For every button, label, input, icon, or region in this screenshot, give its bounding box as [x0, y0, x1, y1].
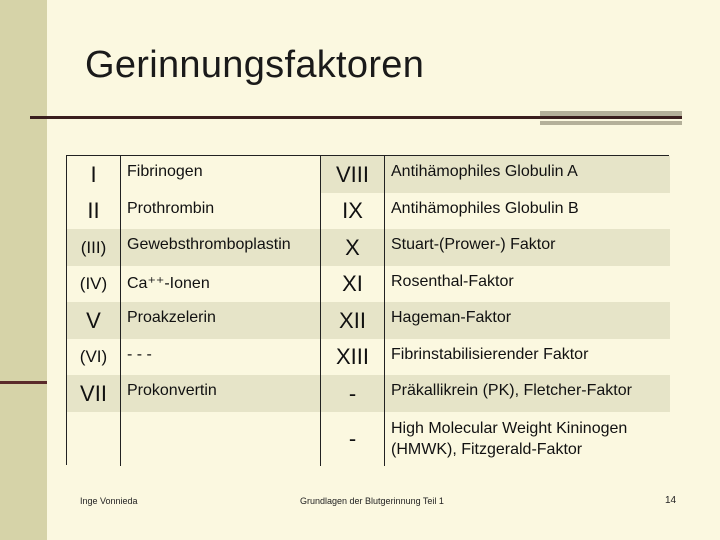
footer-title: Grundlagen der Blutgerinnung Teil 1	[300, 496, 444, 506]
coagulation-factor-table	[66, 155, 669, 465]
title-rule-accent-bottom	[540, 121, 682, 125]
slide-title: Gerinnungsfaktoren	[85, 44, 425, 86]
page-number: 14	[665, 495, 677, 506]
factor-name-cell: Gewebsthromboplastin	[121, 229, 321, 266]
title-underline	[30, 116, 682, 119]
factor-name-cell: Fibrinogen	[121, 156, 321, 193]
factor-number-cell: V	[67, 302, 121, 339]
left-decorative-band	[0, 0, 47, 540]
factor-number-cell: (IV)	[67, 266, 121, 302]
factor-name-cell: Antihämophiles Globulin B	[385, 193, 670, 229]
factor-number-cell: XII	[321, 302, 385, 339]
factor-number-cell: II	[67, 193, 121, 229]
factor-name-cell: Hageman-Faktor	[385, 302, 670, 339]
left-accent-bar	[0, 381, 47, 384]
factor-name-cell	[121, 412, 321, 466]
factor-number-cell: (III)	[67, 229, 121, 266]
factor-number-cell: I	[67, 156, 121, 193]
factor-number-cell: (VI)	[67, 339, 121, 375]
factor-number-cell: -	[321, 375, 385, 412]
factor-number-cell: XI	[321, 266, 385, 302]
factor-name-cell: Stuart-(Prower-) Faktor	[385, 229, 670, 266]
factor-number-cell: -	[321, 412, 385, 466]
factor-name-cell: Antihämophiles Globulin A	[385, 156, 670, 193]
factor-number-cell: XIII	[321, 339, 385, 375]
title-rule-accent-top	[540, 111, 682, 116]
factor-name-cell: Fibrinstabilisierender Faktor	[385, 339, 670, 375]
factor-number-cell: IX	[321, 193, 385, 229]
factor-name-cell: Prothrombin	[121, 193, 321, 229]
factor-name-cell: High Molecular Weight Kininogen (HMWK), Fitzgerald-Faktor	[385, 412, 670, 466]
factor-number-cell: VIII	[321, 156, 385, 193]
factor-number-cell	[67, 412, 121, 466]
factor-name-cell: Prokonvertin	[121, 375, 321, 412]
factor-name-cell: Rosenthal-Faktor	[385, 266, 670, 302]
factor-number-cell: VII	[67, 375, 121, 412]
factor-name-cell: Proakzelerin	[121, 302, 321, 339]
factor-name-cell: Präkallikrein (PK), Fletcher-Faktor	[385, 375, 670, 412]
factor-number-cell: X	[321, 229, 385, 266]
footer-author: Inge Vonnieda	[80, 496, 138, 506]
factor-name-cell: - - -	[121, 339, 321, 375]
factor-name-cell: Ca⁺⁺-Ionen	[121, 266, 321, 302]
